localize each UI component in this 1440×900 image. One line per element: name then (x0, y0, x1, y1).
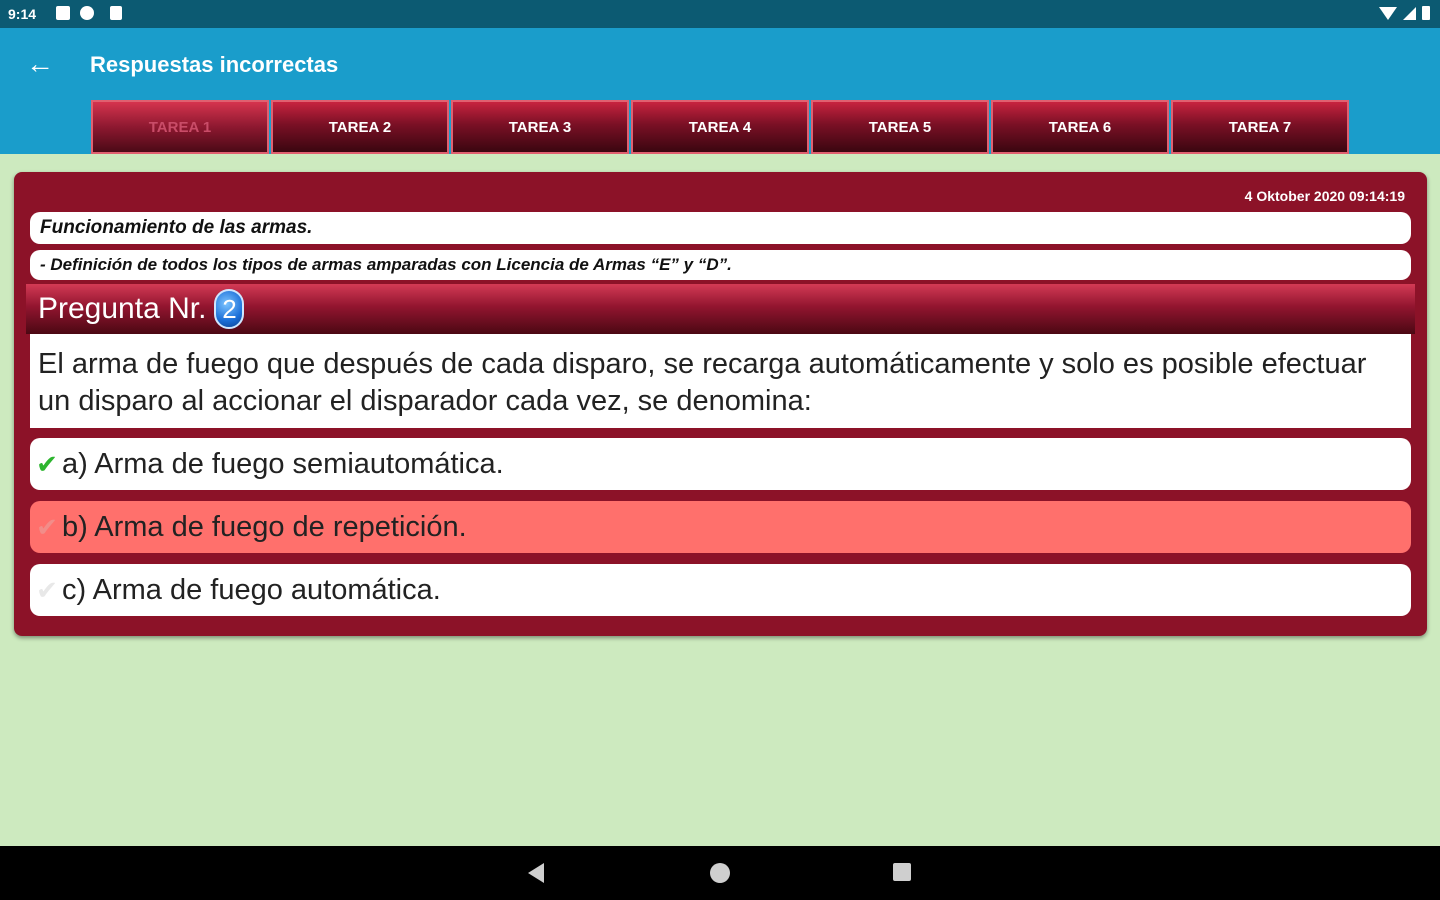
answer-text: a) Arma de fuego semiautomática. (62, 447, 504, 480)
arrow-left-icon[interactable]: ← (26, 48, 54, 79)
wifi-icon (1379, 7, 1397, 20)
check-icon: ✔ (36, 574, 58, 605)
question-prefix: Pregunta Nr. (38, 292, 207, 325)
status-time: 9:14 (8, 6, 37, 22)
nav-back-icon[interactable] (528, 863, 544, 883)
tab-tarea-6[interactable]: TAREA 6 (991, 100, 1169, 154)
status-bar (0, 0, 1440, 28)
app-bar (0, 28, 1440, 100)
page-title: Respuestas incorrectas (90, 52, 339, 77)
tab-tarea-5[interactable]: TAREA 5 (811, 100, 989, 154)
question-card (14, 172, 1427, 636)
tab-tarea-4[interactable]: TAREA 4 (631, 100, 809, 154)
check-icon: ✔ (36, 511, 58, 542)
question-text: El arma de fuego que después de cada disparo, se recarga automáticamente y solo es posible efectuar un disparo al accionar el disparador cada vez, se denomina: (30, 334, 1411, 428)
battery-icon (1422, 6, 1430, 20)
tab-bar (0, 100, 1440, 154)
subtopic-label: - Definición de todos los tipos de armas amparadas con Licencia de Armas “E” y “D”. (30, 250, 1411, 280)
tab-tarea-1[interactable]: TAREA 1 (91, 100, 269, 154)
timestamp: 4 Oktober 2020 09:14:19 (1244, 188, 1405, 204)
question-number-badge: 2 (214, 289, 244, 329)
tab-tarea-2[interactable]: TAREA 2 (271, 100, 449, 154)
status-indicators (1379, 6, 1430, 20)
nav-home-icon[interactable] (710, 863, 730, 883)
tab-tarea-3[interactable]: TAREA 3 (451, 100, 629, 154)
answer-option-c[interactable] (30, 564, 1411, 616)
question-header (26, 284, 1415, 334)
app-notification-icon (80, 6, 94, 20)
sd-card-icon (110, 6, 122, 20)
answer-text: c) Arma de fuego automática. (62, 573, 441, 606)
topic-label: Funcionamiento de las armas. (30, 212, 1411, 244)
tab-tarea-7[interactable]: TAREA 7 (1171, 100, 1349, 154)
notification-icon (56, 6, 70, 20)
answer-option-b[interactable] (30, 501, 1411, 553)
check-icon: ✔ (36, 448, 58, 479)
nav-recents-icon[interactable] (893, 863, 911, 881)
signal-icon (1403, 7, 1416, 20)
answer-text: b) Arma de fuego de repetición. (62, 510, 467, 543)
answer-option-a[interactable] (30, 438, 1411, 490)
system-nav-bar (0, 846, 1440, 900)
